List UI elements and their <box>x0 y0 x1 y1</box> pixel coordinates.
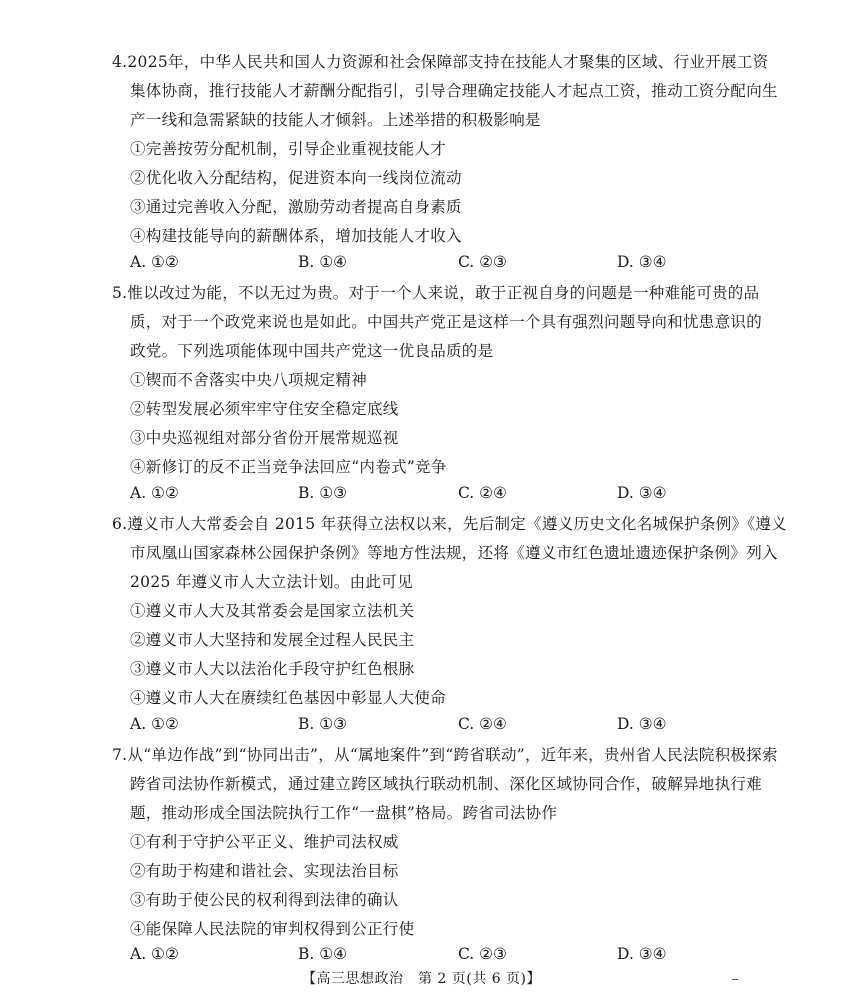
statement-item: ①有利于守护公平正义、维护司法权威 <box>130 833 399 851</box>
statement-item: ①遵义市人大及其常委会是国家立法机关 <box>130 602 415 620</box>
question-stem-line: 题，推动形成全国法院执行工作“一盘棋”格局。跨省司法协作 <box>130 804 558 822</box>
option-d[interactable]: D. ③④ <box>617 484 667 502</box>
statement-item: ②有助于构建和谐社会、实现法治目标 <box>130 862 399 880</box>
option-c[interactable]: C. ②③ <box>458 945 507 963</box>
statement-item: ③遵义市人大以法治化手段守护红色根脉 <box>130 660 415 678</box>
question-stem-line: 政党。下列选项能体现中国共产党这一优良品质的是 <box>130 342 494 360</box>
statement-item: ③通过完善收入分配，激励劳动者提高自身素质 <box>130 198 462 216</box>
option-a[interactable]: A. ①② <box>130 484 179 502</box>
question-stem-line: 4.2025年，中华人民共和国人力资源和社会保障部支持在技能人才聚集的区域、行业开展工资 <box>112 53 769 71</box>
option-c[interactable]: C. ②③ <box>458 253 507 271</box>
option-c[interactable]: C. ②④ <box>458 484 507 502</box>
statement-item: ②优化收入分配结构，促进资本向一线岗位流动 <box>130 169 462 187</box>
option-a[interactable]: A. ①② <box>130 253 179 271</box>
statement-item: ③有助于使公民的权利得到法律的确认 <box>130 891 399 909</box>
question-stem-line: 6.遵义市人大常委会自 2015 年获得立法权以来，先后制定《遵义历史文化名城保护条例》《遵义 <box>112 515 787 533</box>
option-a[interactable]: A. ①② <box>130 945 179 963</box>
statement-item: ①锲而不舍落实中央八项规定精神 <box>130 371 368 389</box>
statement-item: ④遵义市人大在赓续红色基因中彰显人大使命 <box>130 689 447 707</box>
statement-item: ①完善按劳分配机制，引导企业重视技能人才 <box>130 140 447 158</box>
statement-item: ④新修订的反不正当竞争法回应“内卷式”竞争 <box>130 458 447 476</box>
question-stem-line: 质，对于一个政党来说也是如此。中国共产党正是这样一个具有强烈问题导向和忧患意识的 <box>130 313 763 331</box>
option-a[interactable]: A. ①② <box>130 715 179 733</box>
statement-item: ③中央巡视组对部分省份开展常规巡视 <box>130 429 399 447</box>
question-stem-line: 跨省司法协作新模式，通过建立跨区域执行联动机制、深化区域协同合作，破解异地执行难 <box>130 775 763 793</box>
option-d[interactable]: D. ③④ <box>617 945 667 963</box>
question-stem-line: 5.惟以改过为能，不以无过为贵。对于一个人来说，敢于正视自身的问题是一种难能可贵的品 <box>112 284 760 302</box>
question-stem-line: 产一线和急需紧缺的技能人才倾斜。上述举措的积极影响是 <box>130 111 541 129</box>
question-stem-line: 市凤凰山国家森林公园保护条例》等地方性法规，还将《遵义市红色遗址遗迹保护条例》列入 <box>130 544 778 562</box>
statement-item: ②转型发展必须牢牢守住安全稳定底线 <box>130 400 399 418</box>
question-stem-line: 2025 年遵义市人大立法计划。由此可见 <box>130 573 413 591</box>
option-b[interactable]: B. ①④ <box>298 253 348 271</box>
option-b[interactable]: B. ①③ <box>298 715 348 733</box>
page-footer: 【高三思想政治 第 2 页(共 6 页)】 <box>301 971 542 987</box>
question-stem-line: 集体协商，推行技能人才薪酬分配指引，引导合理确定技能人才起点工资，推动工资分配向生 <box>130 82 778 100</box>
option-c[interactable]: C. ②④ <box>458 715 507 733</box>
option-d[interactable]: D. ③④ <box>617 715 667 733</box>
statement-item: ②遵义市人大坚持和发展全过程人民民主 <box>130 631 415 649</box>
option-b[interactable]: B. ①③ <box>298 484 348 502</box>
option-b[interactable]: B. ①④ <box>298 945 348 963</box>
statement-item: ④构建技能导向的薪酬体系，增加技能人才收入 <box>130 227 462 245</box>
decorative-dash <box>732 979 738 980</box>
statement-item: ④能保障人民法院的审判权得到公正行使 <box>130 920 415 938</box>
option-d[interactable]: D. ③④ <box>617 253 667 271</box>
question-stem-line: 7.从“单边作战”到“协同出击”，从“属地案件”到“跨省联动”，近年来，贵州省人民法院积极探索 <box>112 746 778 764</box>
